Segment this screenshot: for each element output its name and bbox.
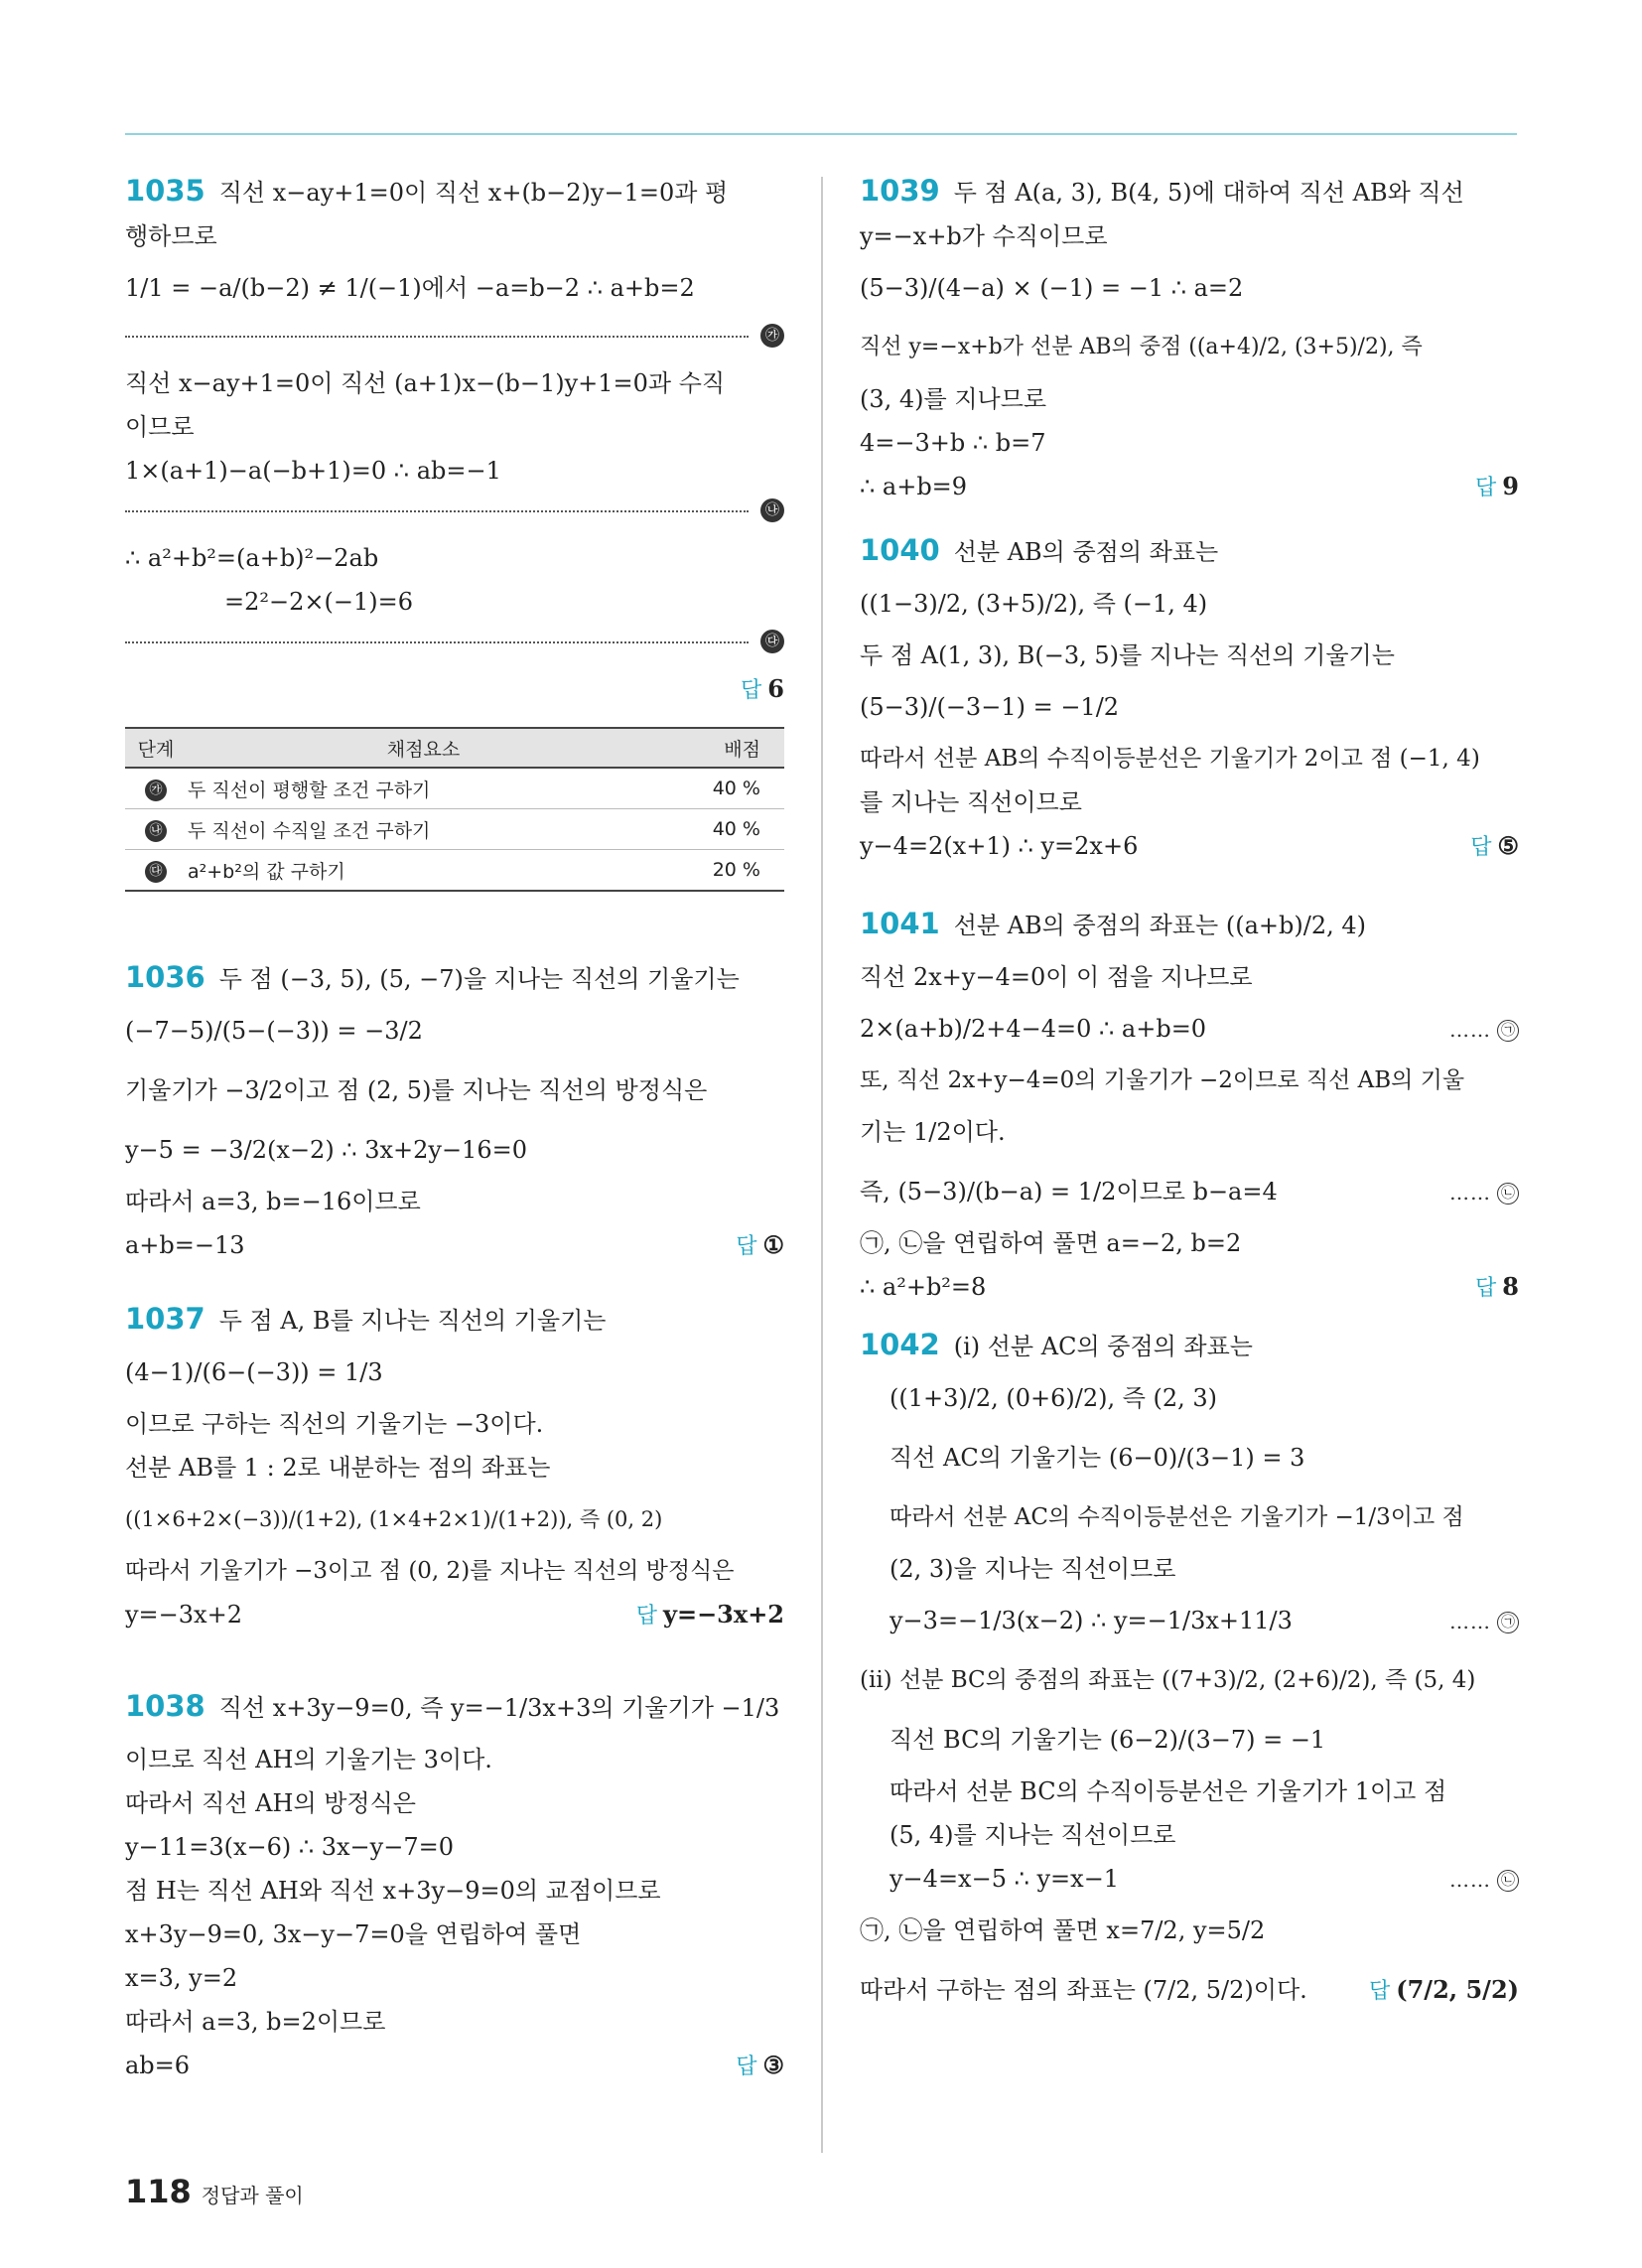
solution-line: 직선 x−ay+1=0이 직선 x+(b−2)y−1=0과 평 <box>218 179 729 207</box>
table-row <box>125 850 784 892</box>
marker-label: ㉠ <box>1497 1612 1519 1633</box>
answer-line <box>636 1593 784 1638</box>
problem-number: 1036 <box>125 960 205 994</box>
problem-1038 <box>125 1676 784 2087</box>
table-cell: a²+b²의 값 구하기 <box>187 850 660 892</box>
answer-label: 답 <box>1475 476 1497 500</box>
solution-line: 따라서 기울기가 −3이고 점 (0, 2)를 지나는 직선의 방정식은 <box>125 1558 735 1584</box>
problem-number: 1037 <box>125 1302 205 1336</box>
solution-line: 4=−3+b ∴ b=7 <box>860 429 1046 457</box>
solution-line: a+b=−13 <box>125 1231 245 1259</box>
solution-line: 1×(a+1)−a(−b+1)=0 ∴ ab=−1 <box>125 457 501 485</box>
solution-line: 행하므로 <box>125 222 217 250</box>
answer-label: 답 <box>1470 835 1492 860</box>
footer-label: 정답과 풀이 <box>201 2184 304 2207</box>
problem-1041 <box>860 894 1519 1309</box>
answer-line <box>736 2044 784 2089</box>
answer-line <box>1475 465 1519 510</box>
solution-line: 기는 1/2이다. <box>860 1118 1006 1146</box>
answer-label: 답 <box>736 1234 757 1259</box>
step-divider <box>125 628 784 657</box>
solution-line: (5, 4)를 지나는 직선이므로 <box>889 1821 1176 1849</box>
left-column <box>125 169 784 2087</box>
solution-line: ㉠, ㉡을 연립하여 풀면 x=7/2, y=5/2 <box>860 1916 1266 1944</box>
problem-number: 1038 <box>125 1689 205 1723</box>
solution-line: ((1×6+2×(−3))/(1+2), (1×4+2×1)/(1+2)), 즉 (0, 2) <box>125 1507 663 1531</box>
solution-line: 따라서 선분 AC의 수직이등분선은 기울기가 −1/3이고 점 <box>889 1504 1464 1530</box>
solution-line: (3, 4)를 지나므로 <box>860 385 1047 413</box>
solution-line: 직선 y=−x+b가 선분 AB의 중점 ((a+4)/2, (3+5)/2), 즉 <box>860 335 1423 359</box>
answer-label: 답 <box>741 678 762 703</box>
solution-line: (4−1)/(6−(−3)) = 1/3 <box>125 1358 383 1386</box>
equation-marker: …… ㉡ <box>1449 1162 1519 1222</box>
solution-line: 직선 x+3y−9=0, 즉 y=−1/3x+3의 기울기가 −1/3 <box>218 1694 780 1722</box>
answer-value: y=−3x+2 <box>663 1600 784 1629</box>
problem-number: 1035 <box>125 174 205 208</box>
solution-line: 따라서 a=3, b=2이므로 <box>125 2008 386 2036</box>
right-column <box>860 169 1519 2020</box>
solution-line: (i) 선분 AC의 중점의 좌표는 <box>953 1333 1253 1360</box>
solution-line: 직선 AC의 기울기는 (6−0)/(3−1) = 3 <box>889 1444 1305 1472</box>
solution-line: 직선 2x+y−4=0이 이 점을 지나므로 <box>860 963 1253 991</box>
solution-line: 이므로 직선 AH의 기울기는 3이다. <box>125 1746 492 1773</box>
solution-line: 따라서 a=3, b=−16이므로 <box>125 1188 421 1215</box>
solution-line: 두 점 A(a, 3), B(4, 5)에 대하여 직선 AB와 직선 <box>953 179 1464 207</box>
stage-badge: ㉰ <box>145 861 167 883</box>
solution-line: 선분 AB를 1 : 2로 내분하는 점의 좌표는 <box>125 1454 551 1482</box>
step-badge: ㉰ <box>760 630 784 653</box>
solution-line: (2, 3)을 지나는 직선이므로 <box>889 1555 1176 1583</box>
solution-line: (5−3)/(4−a) × (−1) = −1 ∴ a=2 <box>860 274 1244 302</box>
problem-1036 <box>125 955 784 1267</box>
solution-line: ((1−3)/2, (3+5)/2), 즉 (−1, 4) <box>860 590 1208 618</box>
answer-line <box>1475 1265 1519 1311</box>
equation-marker: …… ㉠ <box>1449 1591 1519 1651</box>
problem-1042 <box>860 1323 1519 2020</box>
table-cell: 두 직선이 평행할 조건 구하기 <box>187 768 660 809</box>
solution-line: 따라서 선분 BC의 수직이등분선은 기울기가 1이고 점 <box>889 1777 1447 1805</box>
solution-line: y−4=2(x+1) ∴ y=2x+6 <box>860 832 1139 860</box>
solution-line: x=3, y=2 <box>125 1964 238 1992</box>
table-row <box>125 768 784 809</box>
problem-1035 <box>125 169 784 892</box>
solution-line: y−3=−1/3(x−2) ∴ y=−1/3x+11/3 <box>889 1607 1293 1634</box>
table-header: 채점요소 <box>187 728 660 768</box>
solution-line: 따라서 직선 AH의 방정식은 <box>125 1789 416 1817</box>
solution-line: 기울기가 −3/2이고 점 (2, 5)를 지나는 직선의 방정식은 <box>125 1076 708 1104</box>
solution-line: y−4=x−5 ∴ y=x−1 <box>889 1865 1120 1893</box>
solution-line: y−11=3(x−6) ∴ 3x−y−7=0 <box>125 1833 454 1861</box>
solution-line: 선분 AB의 중점의 좌표는 ((a+b)/2, 4) <box>953 912 1366 939</box>
column-divider <box>821 177 823 2153</box>
answer-value: 6 <box>767 674 784 703</box>
solution-line: (−7−5)/(5−(−3)) = −3/2 <box>125 1017 423 1045</box>
solution-line: 두 점 A(1, 3), B(−3, 5)를 지나는 직선의 기울기는 <box>860 641 1395 669</box>
solution-line: =2²−2×(−1)=6 <box>224 588 413 616</box>
table-header: 배점 <box>660 728 784 768</box>
answer-label: 답 <box>736 2055 757 2079</box>
solution-line: 이므로 <box>125 413 195 441</box>
solution-line: x+3y−9=0, 3x−y−7=0을 연립하여 풀면 <box>125 1920 582 1948</box>
solution-line: y=−x+b가 수직이므로 <box>860 222 1108 250</box>
answer-value: ① <box>762 1230 784 1259</box>
page-footer <box>125 2173 304 2210</box>
solution-line: 두 점 A, B를 지나는 직선의 기울기는 <box>218 1307 607 1335</box>
table-cell: 40 % <box>660 809 784 850</box>
equation-marker: …… ㉠ <box>1449 999 1519 1060</box>
answer-value: (7/2, 5/2) <box>1396 1975 1519 2004</box>
marker-label: ㉠ <box>1497 1020 1519 1042</box>
solution-line: 를 지나는 직선이므로 <box>860 788 1082 816</box>
solution-line: y−5 = −3/2(x−2) ∴ 3x+2y−16=0 <box>125 1136 527 1164</box>
problem-number: 1042 <box>860 1328 940 1361</box>
solution-line: (5−3)/(−3−1) = −1/2 <box>860 693 1120 721</box>
solution-line: 선분 AB의 중점의 좌표는 <box>953 538 1219 566</box>
scoring-table <box>125 727 784 892</box>
solution-line: ∴ a²+b²=(a+b)²−2ab <box>125 544 379 572</box>
answer-value: 8 <box>1502 1272 1519 1301</box>
table-cell: 40 % <box>660 768 784 809</box>
page-number: 118 <box>125 2173 192 2210</box>
answer-line <box>736 1223 784 1269</box>
solution-line: ∴ a+b=9 <box>860 473 968 500</box>
step-badge: ㉯ <box>760 498 784 522</box>
answer-value: ③ <box>762 2051 784 2079</box>
solution-line: ∴ a²+b²=8 <box>860 1273 987 1301</box>
answer-value: ⑤ <box>1497 831 1519 860</box>
solution-line: 따라서 구하는 점의 좌표는 (7/2, 5/2)이다. <box>860 1976 1307 2004</box>
equation-marker: …… ㉡ <box>1449 1857 1519 1902</box>
problem-number: 1040 <box>860 533 940 567</box>
table-header: 단계 <box>125 728 187 768</box>
top-rule <box>125 133 1517 135</box>
problem-number: 1039 <box>860 174 940 208</box>
solution-line: ab=6 <box>125 2052 191 2079</box>
answer-line <box>1470 824 1519 870</box>
solution-line: ((1+3)/2, (0+6)/2), 즉 (2, 3) <box>889 1384 1218 1412</box>
stage-badge: ㉯ <box>145 820 167 842</box>
problem-1039 <box>860 169 1519 508</box>
answer-value: 9 <box>1502 472 1519 500</box>
solution-line: 직선 BC의 기울기는 (6−2)/(3−7) = −1 <box>889 1726 1326 1754</box>
answer-label: 답 <box>1368 1979 1391 2004</box>
problem-number: 1041 <box>860 907 940 940</box>
solution-line: 따라서 선분 AB의 수직이등분선은 기울기가 2이고 점 (−1, 4) <box>860 746 1480 772</box>
step-badge: ㉮ <box>760 324 784 348</box>
table-cell: 두 직선이 수직일 조건 구하기 <box>187 809 660 850</box>
table-row <box>125 809 784 850</box>
stage-badge: ㉮ <box>145 780 167 801</box>
step-divider <box>125 322 784 352</box>
marker-label: ㉡ <box>1497 1183 1519 1205</box>
answer-label: 답 <box>1475 1276 1497 1301</box>
solution-line: 또, 직선 2x+y−4=0의 기울기가 −2이므로 직선 AB의 기울 <box>860 1067 1465 1093</box>
solution-line: 1/1 = −a/(b−2) ≠ 1/(−1)에서 −a=b−2 ∴ a+b=2 <box>125 274 695 302</box>
problem-1040 <box>860 528 1519 868</box>
answer-line <box>125 667 784 713</box>
solution-line: 두 점 (−3, 5), (5, −7)을 지나는 직선의 기울기는 <box>218 965 740 993</box>
solution-line: 즉, (5−3)/(b−a) = 1/2이므로 b−a=4 <box>860 1178 1278 1205</box>
problem-1037 <box>125 1297 784 1636</box>
step-divider <box>125 496 784 526</box>
solution-line: y=−3x+2 <box>125 1601 242 1629</box>
marker-label: ㉡ <box>1497 1870 1519 1892</box>
table-cell: 20 % <box>660 850 784 892</box>
answer-line <box>1369 1960 1519 2022</box>
answer-label: 답 <box>635 1604 658 1629</box>
table-header-row <box>125 728 784 768</box>
solution-line: 2×(a+b)/2+4−4=0 ∴ a+b=0 <box>860 1015 1207 1043</box>
solution-line: ㉠, ㉡을 연립하여 풀면 a=−2, b=2 <box>860 1229 1242 1257</box>
solution-line: 직선 x−ay+1=0이 직선 (a+1)x−(b−1)y+1=0과 수직 <box>125 369 726 397</box>
solution-line: 이므로 구하는 직선의 기울기는 −3이다. <box>125 1410 544 1438</box>
solution-line: (ii) 선분 BC의 중점의 좌표는 ((7+3)/2, (2+6)/2), 즉 (5, 4) <box>860 1667 1476 1693</box>
solution-line: 점 H는 직선 AH와 직선 x+3y−9=0의 교점이므로 <box>125 1877 661 1905</box>
